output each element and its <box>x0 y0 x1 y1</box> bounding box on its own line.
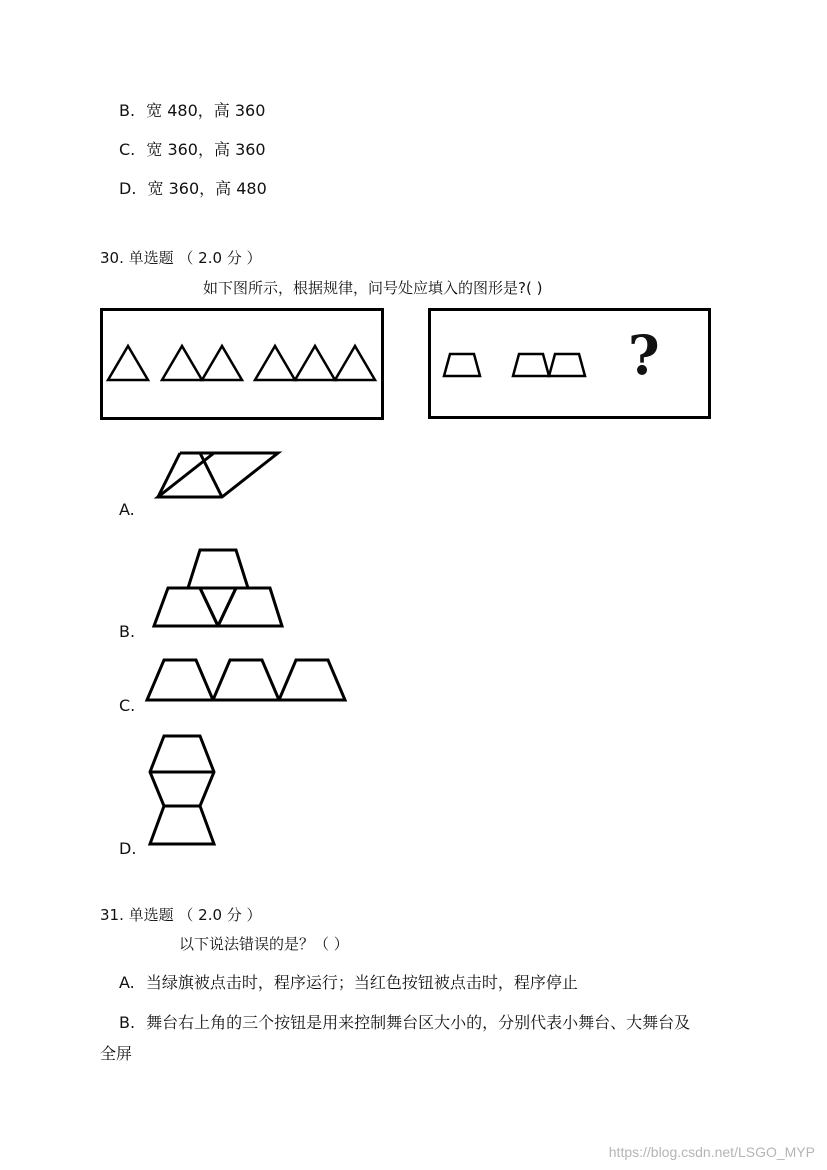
option-letter: C. <box>119 140 136 159</box>
question-mark: ? <box>628 323 660 387</box>
option-b-figure <box>148 544 288 630</box>
option-d-figure <box>144 730 220 850</box>
q30-option-c-label: C. <box>119 696 136 715</box>
option-text: 当绿旗被点击时，程序运行；当红色按钮被点击时，程序停止 <box>145 973 578 992</box>
option-text: 宽 360，高 480 <box>147 179 267 198</box>
pattern-box-trapezoids <box>428 308 712 420</box>
option-letter: A. <box>119 973 135 992</box>
pattern-box-triangles <box>100 308 384 420</box>
q29-option-d <box>119 179 267 199</box>
option-a-figure <box>150 447 290 503</box>
q30-prompt: 如下图所示，根据规律，问号处应填入的图形是?( ) <box>203 279 543 297</box>
q31-option-b <box>119 1013 690 1033</box>
q30-option-b-label: B. <box>119 622 136 641</box>
q30-option-a-label: A. <box>119 500 135 519</box>
q31-option-a <box>119 973 578 993</box>
option-text: 舞台右上角的三个按钮是用来控制舞台区大小的，分别代表小舞台、大舞台及 <box>146 1013 691 1032</box>
option-text: 宽 360，高 360 <box>146 140 266 159</box>
option-letter: B. <box>119 1013 136 1032</box>
q29-option-c <box>119 140 266 160</box>
q29-option-b <box>119 101 265 121</box>
option-c-figure <box>144 654 350 706</box>
q30-option-d-label: D. <box>119 839 137 858</box>
option-letter: B. <box>119 101 136 120</box>
q31-header: 31. 单选题 （ 2.0 分 ） <box>100 906 262 924</box>
q31-prompt: 以下说法错误的是？（ ） <box>179 935 349 953</box>
option-letter: D. <box>119 179 137 198</box>
option-text: 宽 480，高 360 <box>146 101 266 120</box>
q30-header: 30. 单选题 （ 2.0 分 ） <box>100 249 262 267</box>
q31-option-b-continued: 全屏 <box>100 1044 133 1063</box>
watermark: https://blog.csdn.net/LSGO_MYP <box>608 1144 815 1160</box>
